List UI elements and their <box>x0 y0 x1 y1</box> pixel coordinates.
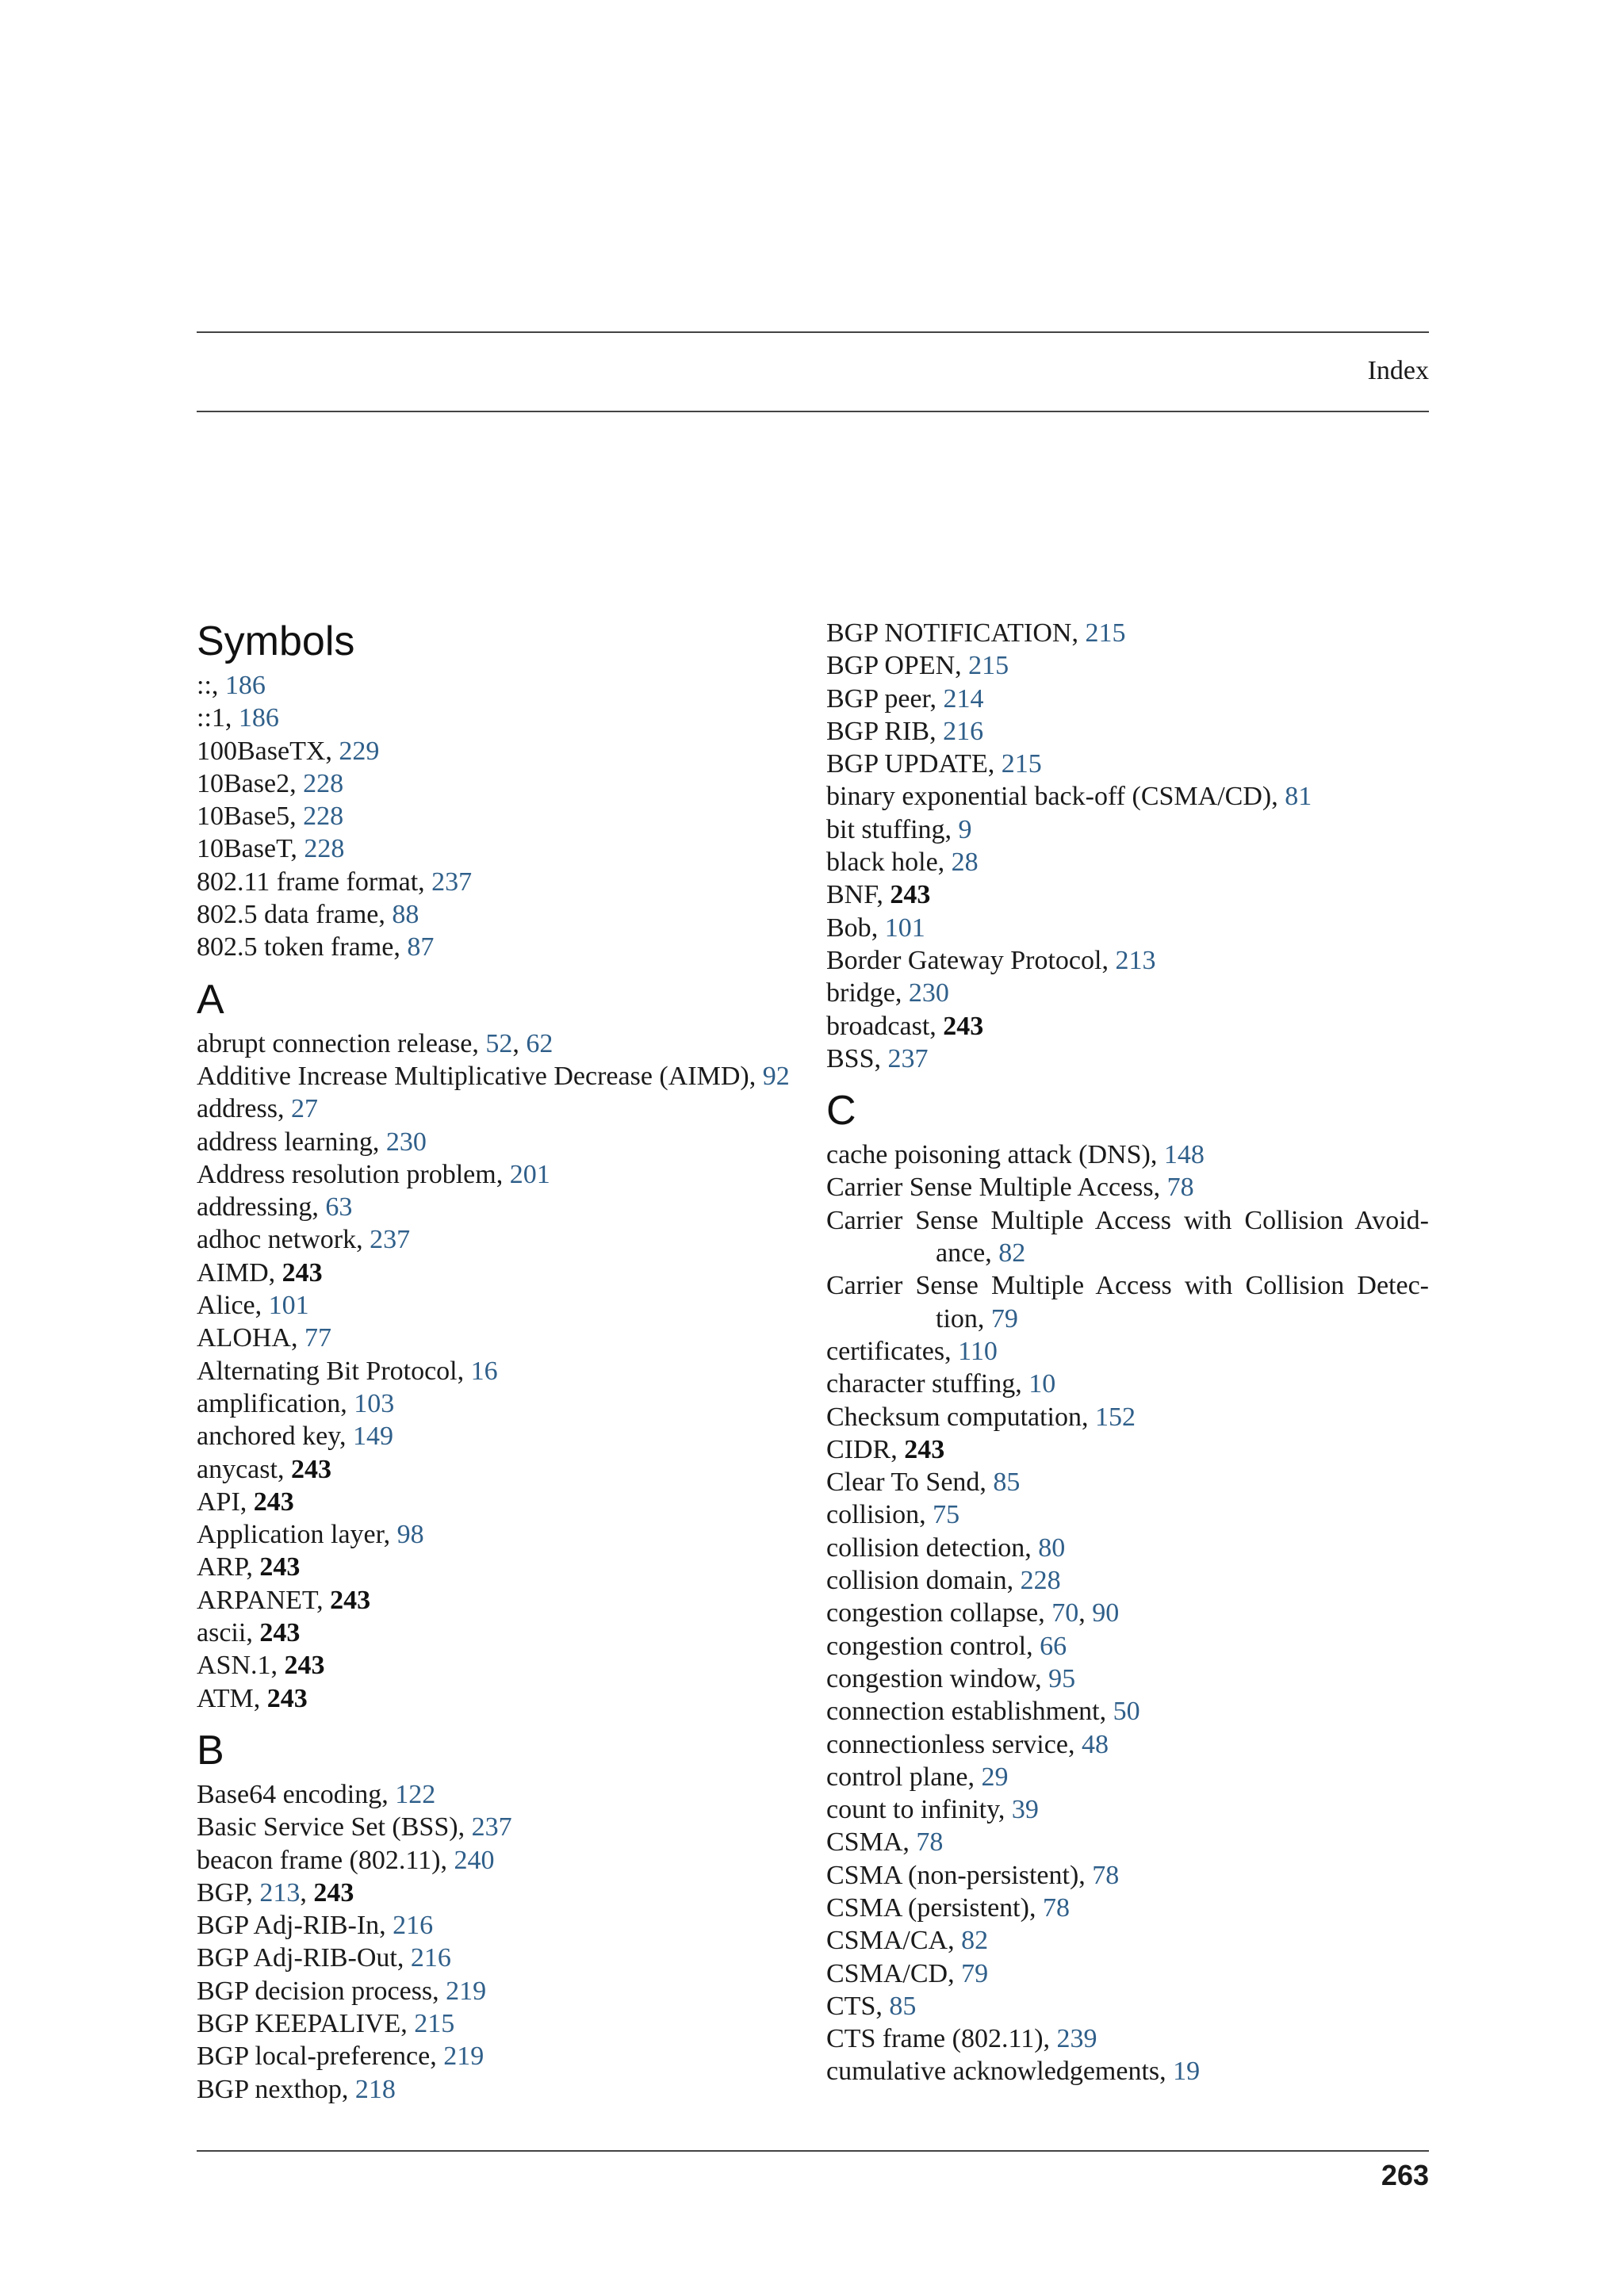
index-entry: cache poisoning attack (DNS), 148 <box>826 1140 1205 1170</box>
index-term: black hole <box>826 848 938 878</box>
index-term: BGP RIB <box>826 716 930 746</box>
glossary-page-ref: 243 <box>290 1454 331 1484</box>
index-term: bit stuffing <box>826 814 945 844</box>
index-term: CSMA/CD <box>826 1958 948 1988</box>
page-link[interactable]: 237 <box>887 1043 929 1073</box>
index-entry: adhoc network, 237 <box>197 1225 411 1255</box>
index-entry: BGP, 213, 243 <box>197 1877 354 1908</box>
index-entry: CSMA (non-persistent), 78 <box>826 1860 1120 1890</box>
index-term: 100BaseTX <box>197 736 326 766</box>
index-entry: connectionless service, 48 <box>826 1729 1109 1759</box>
index-entry: certificates, 110 <box>826 1336 998 1366</box>
page-link[interactable]: 228 <box>1020 1566 1061 1596</box>
index-entry: broadcast, 243 <box>826 1011 984 1041</box>
page-link[interactable]: 201 <box>509 1159 550 1189</box>
page-link[interactable]: 215 <box>1001 749 1042 779</box>
index-entry: address learning, 230 <box>197 1127 427 1157</box>
index-term: congestion control <box>826 1631 1027 1661</box>
index-term: CSMA (non-persistent) <box>826 1860 1079 1890</box>
index-entry: ATM, 243 <box>197 1683 308 1713</box>
index-column-left <box>197 617 799 2106</box>
page-link[interactable]: 152 <box>1095 1402 1136 1432</box>
index-entry: 10Base5, 228 <box>197 802 344 832</box>
index-term: certificates <box>826 1336 945 1366</box>
index-entry: bridge, 230 <box>826 978 949 1008</box>
glossary-page-ref: 243 <box>259 1552 301 1582</box>
index-entry: address, 27 <box>197 1094 318 1124</box>
running-head: Index <box>1367 356 1429 385</box>
page-link[interactable]: 75 <box>933 1500 960 1530</box>
page-link[interactable]: 237 <box>431 867 473 897</box>
index-entry: 802.5 data frame, 88 <box>197 900 419 930</box>
index-entry: CTS, 85 <box>826 1991 917 2021</box>
index-entry: BGP nexthop, 218 <box>197 2074 396 2104</box>
index-section-heading: A <box>197 976 224 1023</box>
index-entry: CSMA/CD, 79 <box>826 1958 989 1988</box>
page-link[interactable]: 77 <box>304 1323 331 1353</box>
page-link[interactable]: 62 <box>526 1028 553 1058</box>
index-term: Base64 encoding <box>197 1779 382 1809</box>
index-section-heading: Symbols <box>197 618 355 664</box>
index-entry: amplification, 103 <box>197 1388 395 1418</box>
index-section-heading: B <box>197 1727 224 1774</box>
index-entry: Carrier Sense Multiple Access with Collision Avoid- ance, 82 <box>826 1205 1429 1269</box>
page-link[interactable]: 228 <box>303 768 344 798</box>
index-entry: collision, 75 <box>826 1500 960 1530</box>
index-term: 802.5 token frame <box>197 932 394 962</box>
page-link[interactable]: 237 <box>471 1812 512 1843</box>
index-term: connectionless service <box>826 1729 1068 1759</box>
page-link[interactable]: 237 <box>370 1225 411 1255</box>
index-term: Checksum computation <box>826 1402 1082 1432</box>
index-entry: binary exponential back-off (CSMA/CD), 81 <box>826 782 1312 812</box>
index-entry: ARP, 243 <box>197 1552 301 1582</box>
index-entry: BNF, 243 <box>826 880 931 910</box>
index-entry: BGP Adj-RIB-Out, 216 <box>197 1943 451 1973</box>
page-link[interactable]: 78 <box>1166 1173 1194 1203</box>
page-link[interactable]: 228 <box>303 802 344 832</box>
index-entry: BGP Adj-RIB-In, 216 <box>197 1911 434 1941</box>
index-entry: Alternating Bit Protocol, 16 <box>197 1356 498 1386</box>
index-column-right <box>826 617 1429 2088</box>
page-link[interactable]: 92 <box>762 1061 790 1091</box>
index-entry: BGP NOTIFICATION, 215 <box>826 618 1126 648</box>
index-term: BSS <box>826 1043 875 1073</box>
index-entry: BGP decision process, 219 <box>197 1976 487 2006</box>
index-entry: congestion collapse, 70, 90 <box>826 1598 1120 1628</box>
index-entry: character stuffing, 10 <box>826 1369 1056 1399</box>
page-link[interactable]: 101 <box>884 913 925 943</box>
index-entry: ASN.1, 243 <box>197 1651 325 1681</box>
page-link[interactable]: 216 <box>410 1943 451 1973</box>
page-link[interactable]: 228 <box>304 834 345 864</box>
glossary-page-ref: 243 <box>253 1487 294 1517</box>
page-link[interactable]: 29 <box>981 1762 1009 1792</box>
index-term: connection establishment <box>826 1697 1100 1727</box>
index-entry: BSS, 237 <box>826 1043 929 1073</box>
page-link[interactable]: 215 <box>1085 618 1126 648</box>
index-entry: Base64 encoding, 122 <box>197 1779 436 1809</box>
index-term: Additive Increase Multiplicative Decrease (AIMD) <box>197 1061 749 1091</box>
index-term: BGP peer <box>826 683 930 714</box>
index-term: Carrier Sense Multiple Access with Collision Avoid- ance <box>826 1205 1429 1269</box>
glossary-page-ref: 243 <box>890 880 931 910</box>
index-term: ascii <box>197 1618 247 1648</box>
index-entry: ::1, 186 <box>197 703 279 733</box>
index-term: 10BaseT <box>197 834 291 864</box>
index-entry: 100BaseTX, 229 <box>197 736 380 766</box>
index-entry: 802.5 token frame, 87 <box>197 932 435 962</box>
index-term: BGP <box>197 1877 247 1908</box>
page-link[interactable]: 80 <box>1038 1533 1066 1563</box>
page-link[interactable]: 19 <box>1173 2057 1201 2087</box>
index-term: BGP local-preference <box>197 2042 431 2072</box>
page-link[interactable]: 98 <box>396 1520 424 1550</box>
index-entry: Application layer, 98 <box>197 1520 424 1550</box>
index-term: BGP Adj-RIB-In <box>197 1911 380 1941</box>
page-link[interactable]: 186 <box>238 703 279 733</box>
index-term: Address resolution problem <box>197 1159 496 1189</box>
index-term: BGP Adj-RIB-Out <box>197 1943 397 1973</box>
page-link[interactable]: 239 <box>1056 2024 1097 2054</box>
index-entry: BGP peer, 214 <box>826 683 984 714</box>
index-term: count to infinity <box>826 1795 998 1825</box>
page-link[interactable]: 229 <box>339 736 380 766</box>
header-rule-bottom <box>197 411 1429 412</box>
page-link[interactable]: 215 <box>968 651 1009 681</box>
index-term: Bob <box>826 913 871 943</box>
glossary-page-ref: 243 <box>266 1683 308 1713</box>
page-link[interactable]: 63 <box>325 1192 353 1223</box>
page-link[interactable]: 90 <box>1092 1598 1120 1628</box>
index-entry: CSMA (persistent), 78 <box>826 1892 1070 1923</box>
page-link[interactable]: 149 <box>352 1422 393 1452</box>
index-term: address learning <box>197 1127 373 1157</box>
header-rule-top <box>197 331 1429 333</box>
index-term: cache poisoning attack (DNS) <box>826 1140 1151 1170</box>
index-entry: 802.11 frame format, 237 <box>197 867 473 897</box>
page-link[interactable]: 48 <box>1081 1729 1109 1759</box>
index-entry: Clear To Send, 85 <box>826 1468 1021 1498</box>
index-term: AIMD <box>197 1257 269 1288</box>
index-term: CSMA/CA <box>826 1926 948 1956</box>
glossary-page-ref: 243 <box>313 1877 354 1908</box>
index-entry: anchored key, 149 <box>197 1422 393 1452</box>
page-link[interactable]: 81 <box>1285 782 1312 812</box>
page-link[interactable]: 219 <box>446 1976 487 2006</box>
index-term: congestion window <box>826 1663 1036 1693</box>
index-term: CTS frame (802.11) <box>826 2024 1044 2054</box>
index-term: ALOHA <box>197 1323 291 1353</box>
index-term: ::1 <box>197 703 225 733</box>
page-link[interactable]: 186 <box>224 671 266 700</box>
page-link[interactable]: 78 <box>1092 1860 1120 1890</box>
index-term: bridge <box>826 978 895 1008</box>
page-link[interactable]: 79 <box>961 1958 989 1988</box>
index-entry: CIDR, 243 <box>826 1434 945 1464</box>
page-link[interactable]: 88 <box>392 900 419 930</box>
index-entry: Carrier Sense Multiple Access with Collision Detec- tion, 79 <box>826 1271 1429 1334</box>
page-link[interactable]: 213 <box>1115 945 1156 975</box>
index-entry: beacon frame (802.11), 240 <box>197 1845 495 1875</box>
page-link[interactable]: 240 <box>454 1845 495 1875</box>
page-link[interactable]: 70 <box>1051 1598 1079 1628</box>
page-link[interactable]: 50 <box>1113 1697 1140 1727</box>
index-entry: Border Gateway Protocol, 213 <box>826 945 1156 975</box>
index-entry: Carrier Sense Multiple Access, 78 <box>826 1173 1194 1203</box>
index-term: ATM <box>197 1683 254 1713</box>
index-entry: BGP local-preference, 219 <box>197 2042 485 2072</box>
index-term: cumulative acknowledgements <box>826 2057 1160 2087</box>
index-term: ARP <box>197 1552 247 1582</box>
index-entry: Checksum computation, 152 <box>826 1402 1136 1432</box>
index-entry: ascii, 243 <box>197 1618 301 1648</box>
glossary-page-ref: 243 <box>904 1434 945 1464</box>
index-entry: ALOHA, 77 <box>197 1323 331 1353</box>
index-entry: AIMD, 243 <box>197 1257 323 1288</box>
index-term: BGP OPEN <box>826 651 956 681</box>
page-link[interactable]: 110 <box>958 1336 998 1366</box>
index-term: addressing <box>197 1192 312 1223</box>
index-term: anchored key <box>197 1422 339 1452</box>
page-link[interactable]: 101 <box>268 1291 309 1321</box>
index-entry: Basic Service Set (BSS), 237 <box>197 1812 512 1843</box>
index-term: Alternating Bit Protocol <box>197 1356 458 1386</box>
index-entry: congestion window, 95 <box>826 1663 1076 1693</box>
index-term: 802.5 data frame <box>197 900 379 930</box>
index-term: :: <box>197 671 212 700</box>
index-entry: ARPANET, 243 <box>197 1585 371 1615</box>
index-entry: abrupt connection release, 52, 62 <box>197 1028 553 1058</box>
index-term: collision <box>826 1500 920 1530</box>
index-term: anycast <box>197 1454 278 1484</box>
page-link[interactable]: 218 <box>354 2074 396 2104</box>
page-link[interactable]: 87 <box>407 932 435 962</box>
glossary-page-ref: 243 <box>330 1585 371 1615</box>
index-entry: count to infinity, 39 <box>826 1795 1039 1825</box>
index-entry: 10Base2, 228 <box>197 768 344 798</box>
index-term: beacon frame (802.11) <box>197 1845 441 1875</box>
page-link[interactable]: 85 <box>889 1991 917 2021</box>
index-term: BGP KEEPALIVE <box>197 2008 401 2038</box>
page-link[interactable]: 230 <box>908 978 949 1008</box>
page-link[interactable]: 78 <box>916 1827 944 1858</box>
index-term: Carrier Sense Multiple Access with Collision Detec- tion <box>826 1271 1429 1334</box>
page-link[interactable]: 9 <box>958 814 972 844</box>
index-term: BGP NOTIFICATION <box>826 618 1072 648</box>
index-term: adhoc network <box>197 1225 357 1255</box>
index-entry: addressing, 63 <box>197 1192 353 1223</box>
index-term: broadcast <box>826 1011 930 1041</box>
page-link[interactable]: 216 <box>943 716 984 746</box>
index-entry: API, 243 <box>197 1487 294 1517</box>
index-entry: CTS frame (802.11), 239 <box>826 2024 1097 2054</box>
page-link[interactable]: 85 <box>993 1468 1021 1498</box>
page-link[interactable]: 230 <box>385 1127 427 1157</box>
index-entry: cumulative acknowledgements, 19 <box>826 2057 1201 2087</box>
index-entry: BGP UPDATE, 215 <box>826 749 1042 779</box>
index-term: collision detection <box>826 1533 1025 1563</box>
index-term: ASN.1 <box>197 1651 271 1681</box>
index-term: Alice <box>197 1291 255 1321</box>
glossary-page-ref: 243 <box>943 1011 984 1041</box>
index-term: character stuffing <box>826 1369 1016 1399</box>
page-link[interactable]: 52 <box>485 1028 513 1058</box>
index-term: BGP decision process <box>197 1976 433 2006</box>
index-entry: collision detection, 80 <box>826 1533 1066 1563</box>
page-link[interactable]: 216 <box>393 1911 434 1941</box>
index-term: 802.11 frame format <box>197 867 419 897</box>
index-term: CSMA (persistent) <box>826 1892 1029 1923</box>
page-link[interactable]: 78 <box>1042 1892 1070 1923</box>
index-term: congestion collapse <box>826 1598 1039 1628</box>
index-entry: 10BaseT, 228 <box>197 834 345 864</box>
index-entry: BGP OPEN, 215 <box>826 651 1009 681</box>
page-link[interactable]: 10 <box>1028 1369 1056 1399</box>
index-entry: anycast, 243 <box>197 1454 331 1484</box>
page-link[interactable]: 213 <box>259 1877 301 1908</box>
index-term: CSMA <box>826 1827 903 1858</box>
index-term: Carrier Sense Multiple Access <box>826 1173 1154 1203</box>
glossary-page-ref: 243 <box>284 1651 325 1681</box>
index-term: BNF <box>826 880 877 910</box>
index-term: 10Base5 <box>197 802 290 832</box>
index-term: Border Gateway Protocol <box>826 945 1102 975</box>
index-entry: CSMA/CA, 82 <box>826 1926 989 1956</box>
index-entry: collision domain, 228 <box>826 1566 1061 1596</box>
index-term: binary exponential back-off (CSMA/CD) <box>826 782 1272 812</box>
page-link[interactable]: 66 <box>1040 1631 1067 1661</box>
index-entry: Address resolution problem, 201 <box>197 1159 550 1189</box>
index-term: Application layer <box>197 1520 384 1550</box>
index-term: collision domain <box>826 1566 1007 1596</box>
page-link[interactable]: 79 <box>990 1303 1018 1334</box>
page-link[interactable]: 16 <box>470 1356 498 1386</box>
page-link[interactable]: 215 <box>414 2008 455 2038</box>
index-term: CTS <box>826 1991 876 2021</box>
page-link[interactable]: 82 <box>998 1238 1026 1269</box>
page-link[interactable]: 27 <box>290 1094 318 1124</box>
glossary-page-ref: 243 <box>259 1618 301 1648</box>
page-link[interactable]: 28 <box>951 848 979 878</box>
page-link[interactable]: 122 <box>395 1779 436 1809</box>
index-term: BGP nexthop <box>197 2074 342 2104</box>
page-link[interactable]: 219 <box>443 2042 485 2072</box>
index-entry: Alice, 101 <box>197 1291 309 1321</box>
index-entry: BGP RIB, 216 <box>826 716 984 746</box>
index-section-heading: C <box>826 1088 856 1135</box>
index-entry: black hole, 28 <box>826 848 979 878</box>
page-number: 263 <box>1381 2159 1429 2191</box>
index-term: API <box>197 1487 240 1517</box>
page-link[interactable]: 214 <box>943 683 984 714</box>
index-entry: connection establishment, 50 <box>826 1697 1140 1727</box>
index-term: CIDR <box>826 1434 891 1464</box>
index-term: Basic Service Set (BSS) <box>197 1812 458 1843</box>
page-link[interactable]: 82 <box>961 1926 989 1956</box>
index-entry: CSMA, 78 <box>826 1827 944 1858</box>
page-link[interactable]: 103 <box>354 1388 395 1418</box>
index-entry: Bob, 101 <box>826 913 925 943</box>
page-link[interactable]: 95 <box>1048 1663 1076 1693</box>
index-term: ARPANET <box>197 1585 317 1615</box>
index-term: abrupt connection release <box>197 1028 473 1058</box>
index-entry: control plane, 29 <box>826 1762 1009 1792</box>
page-link[interactable]: 39 <box>1011 1795 1039 1825</box>
index-entry: congestion control, 66 <box>826 1631 1067 1661</box>
index-entry: ::, 186 <box>197 671 266 700</box>
index-term: BGP UPDATE <box>826 749 988 779</box>
index-term: amplification <box>197 1388 341 1418</box>
index-entry: BGP KEEPALIVE, 215 <box>197 2008 455 2038</box>
glossary-page-ref: 243 <box>282 1257 323 1288</box>
page-link[interactable]: 148 <box>1163 1140 1205 1170</box>
index-term: control plane <box>826 1762 968 1792</box>
footer-rule <box>197 2150 1429 2152</box>
index-entry: bit stuffing, 9 <box>826 814 972 844</box>
index-term: address <box>197 1094 278 1124</box>
index-entry: Additive Increase Multiplicative Decrease (AIMD), 92 <box>197 1061 790 1091</box>
index-term: Clear To Send <box>826 1468 980 1498</box>
index-term: 10Base2 <box>197 768 290 798</box>
